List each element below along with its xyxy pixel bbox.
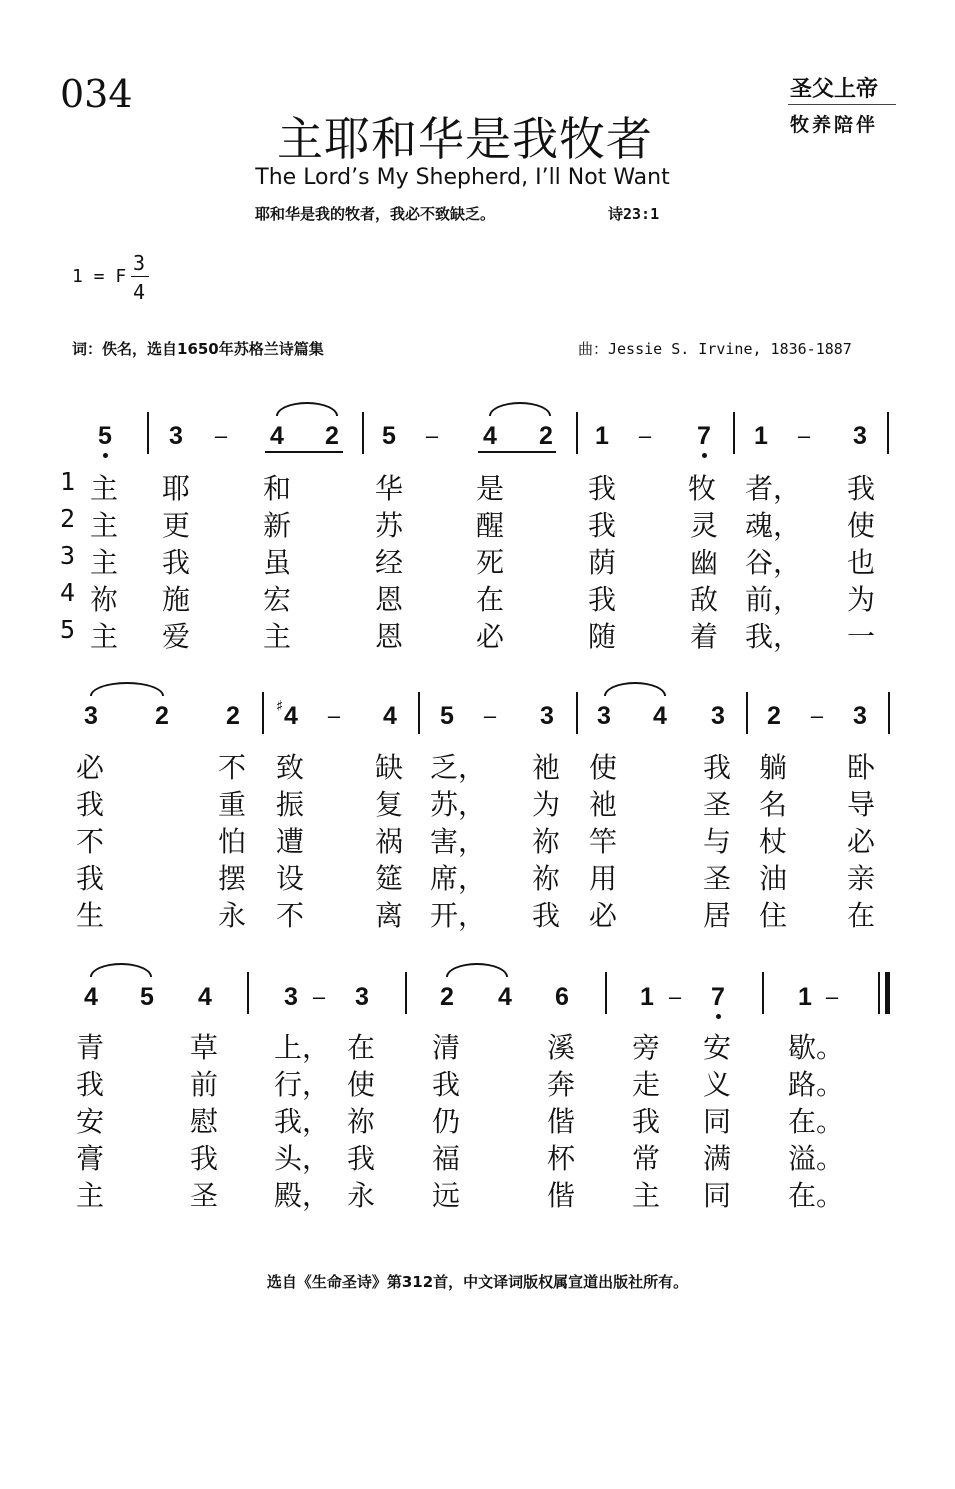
slur <box>604 682 666 696</box>
note: 4 <box>383 702 397 730</box>
lyric-char: 卧 <box>846 751 875 784</box>
composer-credit: 曲：Jessie S. Irvine, 1836-1887 <box>578 340 852 358</box>
lyric-char: 我 <box>189 1142 218 1175</box>
lyric-char: 溢。 <box>788 1142 845 1175</box>
lyric-char: 行， <box>274 1068 331 1101</box>
lyric-char: 殿， <box>274 1179 331 1212</box>
lyric-line-verse-1 <box>0 1026 955 1063</box>
lyric-char: 旁 <box>631 1031 660 1064</box>
note: 4 <box>284 702 298 730</box>
lyric-char: 耶 <box>161 472 190 505</box>
lyric-char: 敌 <box>689 583 718 616</box>
note: 5 <box>440 702 454 730</box>
note: 3 <box>84 702 98 730</box>
lyric-char: 设 <box>275 862 304 895</box>
lyric-char: 在 <box>846 899 875 932</box>
lyric-char: 偕 <box>546 1179 575 1212</box>
lyric-char: 宏 <box>262 583 291 616</box>
lyric-char: 使 <box>588 751 617 784</box>
lyric-char: 溪 <box>546 1031 575 1064</box>
lyric-char: 幽 <box>689 546 718 579</box>
lyric-char: 生 <box>75 899 104 932</box>
bar-line <box>762 972 764 1014</box>
slur <box>489 402 551 416</box>
lyric-char: 躺 <box>758 751 787 784</box>
lyric-char: 竿 <box>588 825 617 858</box>
bar-line <box>887 412 889 454</box>
final-bar-thin <box>878 972 880 1014</box>
lyric-char: 为 <box>531 788 560 821</box>
lyric-char: 慰 <box>189 1105 218 1138</box>
lyric-char: 害， <box>430 825 487 858</box>
lyric-char: 虽 <box>262 546 291 579</box>
bar-line <box>262 692 264 734</box>
lyric-char: 居 <box>702 899 731 932</box>
slur <box>90 682 164 696</box>
note: 4 <box>498 983 512 1011</box>
lyric-char: 圣 <box>702 862 731 895</box>
note: 1 <box>595 422 609 450</box>
lyric-char: 主 <box>89 620 118 653</box>
lyric-char: 者， <box>745 472 802 505</box>
verse-number: 5 <box>60 615 76 644</box>
lyric-char: 必 <box>75 751 104 784</box>
lyric-char: 祢 <box>531 862 560 895</box>
lyric-char: 上， <box>274 1031 331 1064</box>
lyric-char: 苏 <box>374 509 403 542</box>
lyric-char: 在 <box>346 1031 375 1064</box>
lyric-char: 一 <box>846 620 875 653</box>
note: 3 <box>284 983 298 1011</box>
lyric-char: 青 <box>75 1031 104 1064</box>
note: 1 <box>798 983 812 1011</box>
note: 4 <box>653 702 667 730</box>
lyric-char: 满 <box>702 1142 731 1175</box>
lyric-char: 更 <box>161 509 190 542</box>
note: 1 <box>754 422 768 450</box>
lyric-char: 使 <box>346 1068 375 1101</box>
dash: – <box>214 423 228 448</box>
lyric-char: 主 <box>631 1179 660 1212</box>
dash: – <box>483 703 497 728</box>
note: 2 <box>440 983 454 1011</box>
lyric-char: 我， <box>745 620 802 653</box>
lyric-char: 我 <box>346 1142 375 1175</box>
lyricist-credit: 词：佚名，选自1650年苏格兰诗篇集 <box>72 340 324 358</box>
lyric-char: 杯 <box>546 1142 575 1175</box>
lyric-char: 为 <box>846 583 875 616</box>
lyric-char: 与 <box>702 825 731 858</box>
lyric-char: 不 <box>75 825 104 858</box>
lyric-char: 住 <box>758 899 787 932</box>
note: 3 <box>540 702 554 730</box>
verse-number: 4 <box>60 578 76 607</box>
dash: – <box>327 703 341 728</box>
lyric-char: 致 <box>275 751 304 784</box>
lyric-char: 头， <box>274 1142 331 1175</box>
lyric-char: 灵 <box>689 509 718 542</box>
beam <box>478 451 556 453</box>
lyric-char: 安 <box>702 1031 731 1064</box>
lyric-line-verse-5 <box>0 1174 955 1211</box>
final-bar-thick <box>885 972 890 1014</box>
lyric-char: 爱 <box>161 620 190 653</box>
lyric-char: 主 <box>89 472 118 505</box>
category-label: 圣父上帝 <box>790 76 879 102</box>
lyric-char: 施 <box>161 583 190 616</box>
lyric-char: 不 <box>217 751 246 784</box>
lyric-char: 在。 <box>788 1105 845 1138</box>
lyric-char: 我 <box>702 751 731 784</box>
lyric-char: 前， <box>745 583 802 616</box>
lyric-char: 亲 <box>846 862 875 895</box>
note: 3 <box>169 422 183 450</box>
note: 2 <box>767 702 781 730</box>
bar-line <box>746 692 748 734</box>
lyric-line-verse-2 <box>0 1063 955 1100</box>
lyric-char: 永 <box>346 1179 375 1212</box>
lyric-char: 导 <box>846 788 875 821</box>
lyric-char: 主 <box>262 620 291 653</box>
bar-line <box>888 692 890 734</box>
lyric-char: 主 <box>75 1179 104 1212</box>
lyric-char: 重 <box>217 788 246 821</box>
dash: – <box>797 423 811 448</box>
lyric-char: 开， <box>430 899 487 932</box>
note: 3 <box>711 702 725 730</box>
note: 4 <box>198 983 212 1011</box>
lyric-char: 离 <box>374 899 403 932</box>
lyric-char: 主 <box>89 509 118 542</box>
lyric-char: 油 <box>758 862 787 895</box>
lyric-char: 必 <box>846 825 875 858</box>
lyric-line-verse-4 <box>0 578 955 615</box>
lyric-char: 和 <box>262 472 291 505</box>
lyric-char: 遭 <box>275 825 304 858</box>
lyric-char: 在 <box>475 583 504 616</box>
bar-line <box>405 972 407 1014</box>
time-signature-top: 3 <box>133 251 146 275</box>
lyric-char: 筵 <box>374 862 403 895</box>
bar-line <box>733 412 735 454</box>
sharp-icon: ♯ <box>276 697 284 715</box>
lyric-line-verse-3 <box>0 541 955 578</box>
lower-octave-dot <box>716 1014 721 1019</box>
lyric-line-verse-1 <box>0 467 955 504</box>
note: 5 <box>382 422 396 450</box>
bar-line <box>147 412 149 454</box>
lyric-char: 福 <box>431 1142 460 1175</box>
lyric-char: 远 <box>431 1179 460 1212</box>
lyric-line-verse-3 <box>0 820 955 857</box>
lyric-char: 牧 <box>688 472 717 505</box>
note: 5 <box>140 983 154 1011</box>
lyric-char: 清 <box>431 1031 460 1064</box>
lyric-char: 振 <box>275 788 304 821</box>
verse-number: 1 <box>60 467 76 496</box>
lyric-char: 安 <box>75 1105 104 1138</box>
lyric-char: 不 <box>275 899 304 932</box>
lyric-char: 荫 <box>587 546 616 579</box>
lyric-char: 醒 <box>475 509 504 542</box>
lower-octave-dot <box>702 453 707 458</box>
lyric-char: 祂 <box>531 751 560 784</box>
copyright-note: 选自《生命圣诗》第312首，中文译词版权属宣道出版社所有。 <box>266 1273 689 1291</box>
lyric-line-verse-1 <box>0 746 955 783</box>
note: 3 <box>853 702 867 730</box>
dash: – <box>668 984 682 1009</box>
lyric-char: 必 <box>588 899 617 932</box>
note: 3 <box>597 702 611 730</box>
lyric-char: 我 <box>531 899 560 932</box>
verse-number: 2 <box>60 504 76 533</box>
lyric-char: 主 <box>89 546 118 579</box>
lyric-char: 前 <box>189 1068 218 1101</box>
lyric-char: 路。 <box>788 1068 845 1101</box>
lyric-char: 谷， <box>745 546 802 579</box>
dash: – <box>312 984 326 1009</box>
verse-number: 3 <box>60 541 76 570</box>
lyric-char: 永 <box>217 899 246 932</box>
lyric-char: 同 <box>702 1179 731 1212</box>
lyric-char: 我 <box>631 1105 660 1138</box>
lyric-char: 我， <box>274 1105 331 1138</box>
lyric-char: 膏 <box>75 1142 104 1175</box>
hymn-number: 034 <box>60 72 133 116</box>
key-signature: 1 = F <box>72 266 127 287</box>
lyric-char: 用 <box>588 862 617 895</box>
lyric-char: 死 <box>475 546 504 579</box>
lyric-char: 我 <box>587 509 616 542</box>
hymn-title: 主耶和华是我牧者 <box>277 112 653 166</box>
note: 7 <box>697 422 711 450</box>
lyric-char: 缺 <box>374 751 403 784</box>
slur <box>90 963 152 977</box>
bar-line <box>362 412 364 454</box>
dash: – <box>638 423 652 448</box>
lyric-char: 歇。 <box>788 1031 845 1064</box>
lyric-char: 我 <box>161 546 190 579</box>
lyric-char: 着 <box>689 620 718 653</box>
lyric-char: 我 <box>846 472 875 505</box>
lyric-char: 奔 <box>546 1068 575 1101</box>
lyric-char: 华 <box>374 472 403 505</box>
bar-line <box>576 412 578 454</box>
lyric-char: 是 <box>475 472 504 505</box>
dash: – <box>825 984 839 1009</box>
scripture-verse: 耶和华是我的牧者，我必不致缺乏。 <box>255 205 496 223</box>
lyric-char: 复 <box>374 788 403 821</box>
note: 5 <box>98 422 112 450</box>
lyric-char: 乏， <box>430 751 487 784</box>
lyric-char: 走 <box>631 1068 660 1101</box>
lyric-line-verse-3 <box>0 1100 955 1137</box>
note: 4 <box>483 422 497 450</box>
bar-line <box>576 692 578 734</box>
beam <box>265 451 343 453</box>
note: 6 <box>555 983 569 1011</box>
time-signature-line <box>131 276 149 277</box>
lyric-char: 使 <box>846 509 875 542</box>
lyric-line-verse-5 <box>0 615 955 652</box>
lyric-char: 义 <box>702 1068 731 1101</box>
note: 2 <box>325 422 339 450</box>
lyric-line-verse-2 <box>0 783 955 820</box>
subcategory-label: 牧养陪伴 <box>790 114 879 136</box>
lyric-char: 常 <box>631 1142 660 1175</box>
lyric-char: 祢 <box>89 583 118 616</box>
note: 2 <box>539 422 553 450</box>
note: 4 <box>84 983 98 1011</box>
note: 3 <box>853 422 867 450</box>
lyric-char: 我 <box>75 788 104 821</box>
lyric-char: 我 <box>431 1068 460 1101</box>
note: 7 <box>711 983 725 1011</box>
lyric-char: 必 <box>475 620 504 653</box>
lyric-char: 在。 <box>788 1179 845 1212</box>
dash: – <box>810 703 824 728</box>
lyric-char: 祂 <box>588 788 617 821</box>
lyric-char: 我 <box>75 862 104 895</box>
note: 2 <box>155 702 169 730</box>
lyric-char: 经 <box>374 546 403 579</box>
bar-line <box>418 692 420 734</box>
note: 1 <box>640 983 654 1011</box>
lyric-char: 也 <box>846 546 875 579</box>
lyric-line-verse-4 <box>0 857 955 894</box>
lyric-char: 仍 <box>431 1105 460 1138</box>
bar-line <box>605 972 607 1014</box>
lyric-line-verse-4 <box>0 1137 955 1174</box>
lyric-char: 恩 <box>374 620 403 653</box>
lyric-char: 圣 <box>702 788 731 821</box>
lyric-char: 杖 <box>758 825 787 858</box>
lyric-char: 草 <box>189 1031 218 1064</box>
scripture-reference: 诗23:1 <box>608 205 660 223</box>
note: 2 <box>226 702 240 730</box>
note: 4 <box>270 422 284 450</box>
note: 3 <box>355 983 369 1011</box>
lyric-char: 怕 <box>217 825 246 858</box>
lyric-line-verse-5 <box>0 894 955 931</box>
dash: – <box>425 423 439 448</box>
lyric-char: 同 <box>702 1105 731 1138</box>
slur <box>446 963 508 977</box>
lyric-char: 席， <box>430 862 487 895</box>
lyric-char: 祢 <box>346 1105 375 1138</box>
lyric-char: 祢 <box>531 825 560 858</box>
lyric-char: 圣 <box>189 1179 218 1212</box>
lyric-char: 名 <box>758 788 787 821</box>
lyric-char: 我 <box>587 472 616 505</box>
lyric-char: 苏， <box>430 788 487 821</box>
english-title: The Lord’s My Shepherd, I’ll Not Want <box>255 165 670 190</box>
lyric-line-verse-2 <box>0 504 955 541</box>
lyric-char: 魂， <box>745 509 802 542</box>
lyric-char: 恩 <box>374 583 403 616</box>
slur <box>276 402 338 416</box>
time-signature-bottom: 4 <box>133 280 146 304</box>
bar-line <box>247 972 249 1014</box>
lyric-char: 摆 <box>217 862 246 895</box>
lower-octave-dot <box>103 453 108 458</box>
lyric-char: 随 <box>587 620 616 653</box>
lyric-char: 新 <box>262 509 291 542</box>
lyric-char: 偕 <box>546 1105 575 1138</box>
lyric-char: 我 <box>587 583 616 616</box>
lyric-char: 祸 <box>374 825 403 858</box>
lyric-char: 我 <box>75 1068 104 1101</box>
